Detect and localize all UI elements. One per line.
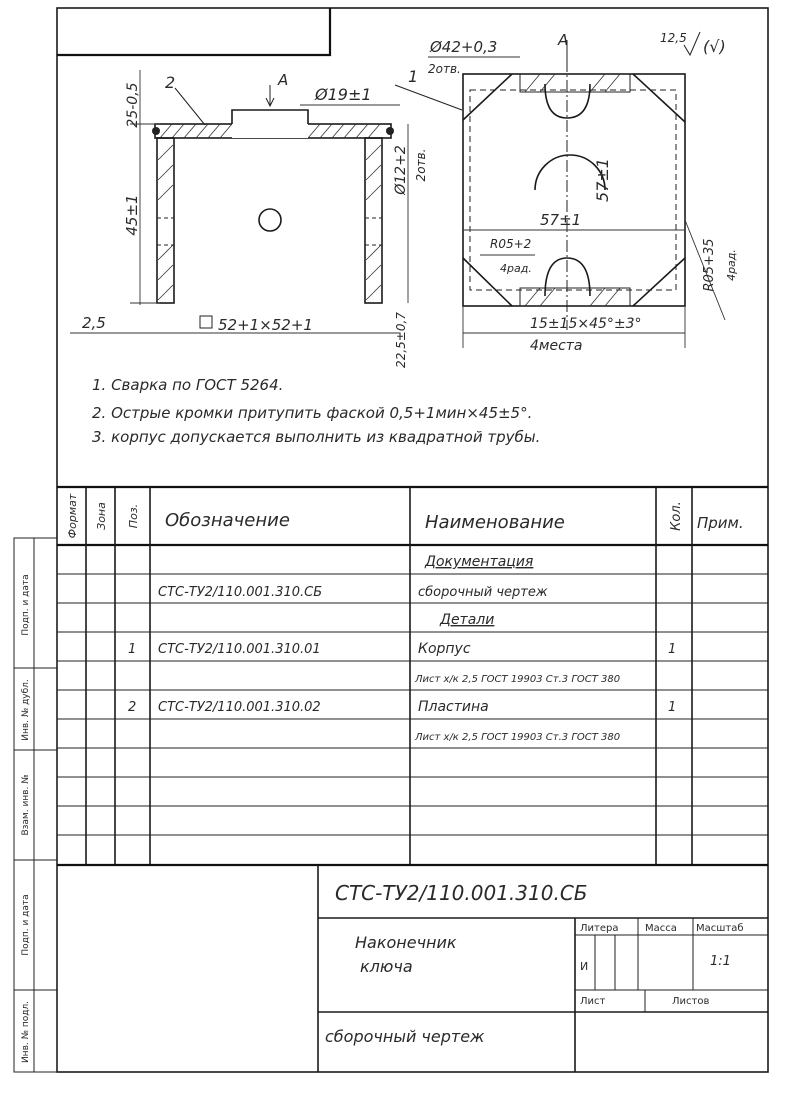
dim-chamfer: 15±15×45°±3° bbox=[530, 316, 642, 332]
margin-sign-date-1: Подп. и дата bbox=[21, 574, 31, 636]
title-scale-label: Масштаб bbox=[696, 923, 744, 934]
header-qty: Кол. bbox=[669, 501, 684, 531]
title-litera-value: И bbox=[580, 960, 589, 973]
dim-hole-12-count: 2отв. bbox=[414, 148, 428, 182]
corner-stamp-box bbox=[57, 8, 330, 55]
dim-width-57: 57±1 bbox=[540, 211, 582, 229]
technical-notes bbox=[92, 376, 540, 446]
title-doc-type: сборочный чертеж bbox=[325, 1027, 485, 1046]
row-designation-part-2: СТС-ТУ2/110.001.310.02 bbox=[158, 700, 321, 715]
title-document-code: СТС-ТУ2/110.001.310.СБ bbox=[335, 881, 588, 905]
dim-wall-2-5: 2,5 bbox=[82, 314, 106, 332]
top-view-a bbox=[428, 31, 738, 354]
note-3: 3. корпус допускается выполнить из квадратной трубы. bbox=[92, 428, 541, 446]
title-part-name-2: ключа bbox=[360, 957, 413, 976]
title-block bbox=[318, 865, 768, 1072]
dim-height-45: 45±1 bbox=[123, 194, 141, 236]
dim-radius-05-2: R05+2 bbox=[490, 237, 532, 251]
row-material-1: Лист х/к 2,5 ГОСТ 19903 Ст.3 ГОСТ 380 bbox=[415, 674, 621, 685]
title-sheet-label: Лист bbox=[580, 996, 606, 1007]
row-designation-part-1: СТС-ТУ2/110.001.310.01 bbox=[158, 642, 321, 657]
title-mass-label: Масса bbox=[645, 923, 677, 934]
dim-hole-12: Ø12+2 bbox=[393, 145, 409, 195]
section-label-a-front: A bbox=[278, 71, 289, 89]
row-name-part-1: Корпус bbox=[418, 641, 471, 657]
header-zone: Зона bbox=[95, 502, 108, 530]
dim-chamfer-count: 4места bbox=[530, 338, 583, 354]
dim-height-57: 57±1 bbox=[593, 158, 612, 202]
dim-offset-22-5: 22,5±0,7 bbox=[394, 312, 408, 368]
roughness-value: 12,5 bbox=[660, 31, 687, 45]
title-sheets-label: Листов bbox=[672, 996, 710, 1007]
dim-square-52: 52+1×52+1 bbox=[218, 316, 313, 334]
dim-radius-05-35: R05+35 bbox=[702, 238, 717, 292]
view-label-a-top: A bbox=[558, 31, 569, 49]
note-1: 1. Сварка по ГОСТ 5264. bbox=[92, 376, 284, 394]
row-section-parts: Детали bbox=[440, 612, 495, 628]
header-note: Прим. bbox=[697, 514, 744, 532]
title-scale-value: 1:1 bbox=[710, 954, 731, 969]
note-2: 2. Острые кромки притупить фаской 0,5+1мин×45±5°. bbox=[92, 404, 533, 422]
sheet-frame bbox=[57, 8, 768, 1072]
row-qty-1: 1 bbox=[668, 642, 677, 657]
row-designation-assembly: СТС-ТУ2/110.001.310.СБ bbox=[158, 585, 323, 600]
margin-inv-orig: Инв. № подл. bbox=[21, 1000, 31, 1064]
row-qty-2: 1 bbox=[668, 700, 677, 715]
margin-vzam-inv: Взам. инв. № bbox=[21, 774, 31, 836]
dim-height-25: 25-0,5 bbox=[125, 82, 141, 128]
header-pos: Поз. bbox=[127, 503, 140, 529]
callout-1: 1 bbox=[408, 67, 419, 86]
header-designation: Обозначение bbox=[165, 510, 290, 531]
svg-text:(√): (√) bbox=[703, 37, 726, 56]
row-material-2: Лист х/к 2,5 ГОСТ 19903 Ст.3 ГОСТ 380 bbox=[415, 732, 621, 743]
front-view-section bbox=[70, 67, 462, 368]
spec-table bbox=[57, 487, 768, 865]
margin-inv-dupl: Инв. № дубл. bbox=[21, 679, 31, 741]
dim-radius-05-35-count: 4рад. bbox=[725, 249, 738, 281]
title-part-name-1: Наконечник bbox=[355, 933, 457, 952]
surface-roughness bbox=[660, 31, 726, 56]
dim-hole-42: Ø42+0,3 bbox=[430, 38, 498, 56]
dim-hole-42-count: 2отв. bbox=[428, 62, 461, 76]
title-litera-label: Литера bbox=[580, 923, 619, 934]
row-name-part-2: Пластина bbox=[418, 699, 489, 715]
row-section-docs: Документация bbox=[425, 554, 534, 570]
header-format: Формат bbox=[66, 493, 79, 539]
row-pos-2: 2 bbox=[128, 700, 137, 715]
left-margin-strip bbox=[14, 538, 57, 1072]
dim-radius-05-2-count: 4рад. bbox=[500, 262, 532, 275]
header-name: Наименование bbox=[425, 512, 565, 533]
row-pos-1: 1 bbox=[128, 642, 137, 657]
row-name-assembly: сборочный чертеж bbox=[418, 585, 548, 600]
margin-sign-date-2: Подп. и дата bbox=[21, 894, 31, 956]
callout-2: 2 bbox=[165, 73, 176, 92]
dim-hole-19: Ø19±1 bbox=[315, 85, 372, 104]
